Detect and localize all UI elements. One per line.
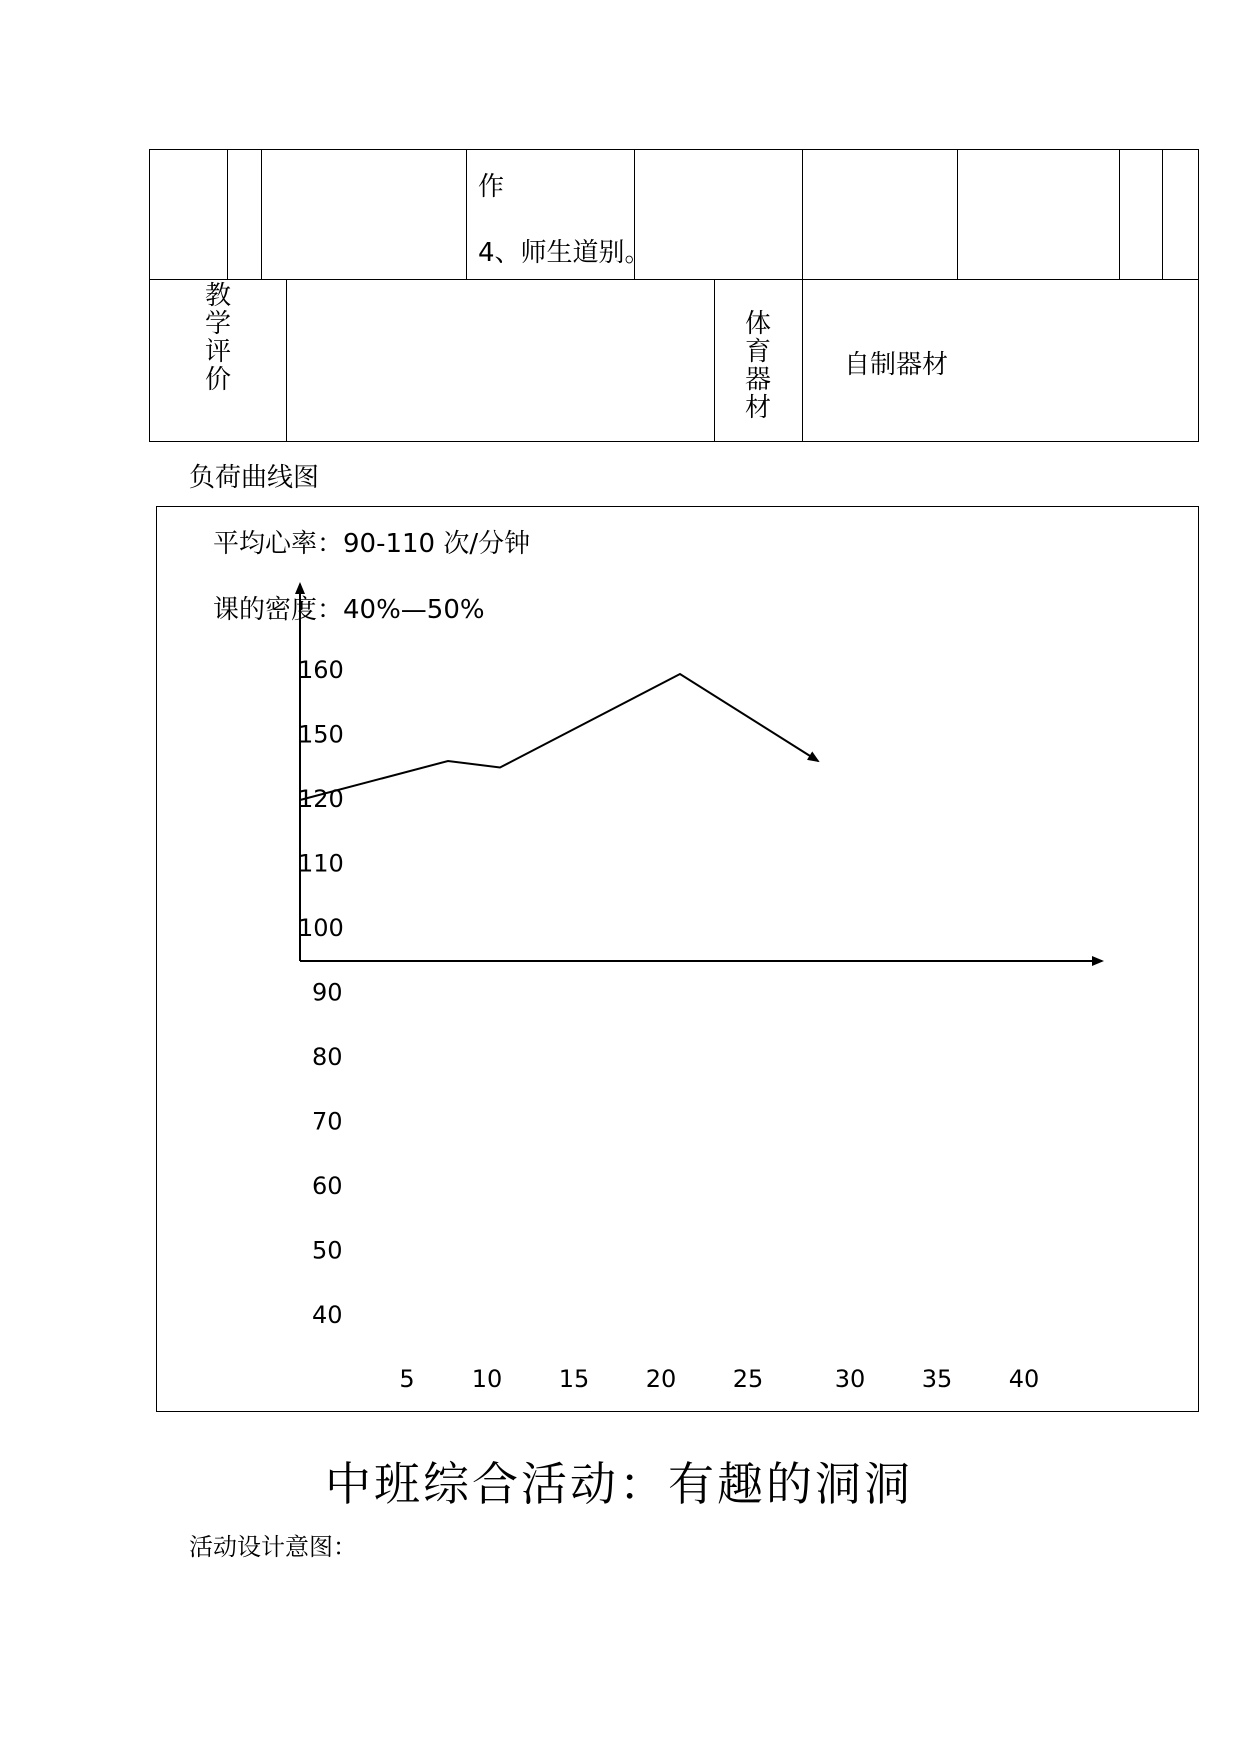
x-tick-label: 35 <box>921 1365 953 1393</box>
activity-intent-label: 活动设计意图： <box>189 1533 357 1561</box>
table-divider <box>286 279 287 442</box>
y-tick-label: 120 <box>298 785 344 813</box>
x-tick-label: 5 <box>399 1365 415 1393</box>
y-tick-label: 160 <box>298 656 344 684</box>
top-table <box>149 149 1199 280</box>
eval-label-char: 评 <box>204 337 231 367</box>
y-tick-label: 40 <box>312 1301 343 1329</box>
chart-note-density: 课的密度：40%—50% <box>213 595 485 625</box>
equipment-value: 自制器材 <box>844 350 949 380</box>
eval-label-char: 学 <box>204 309 231 339</box>
table-divider <box>957 149 958 280</box>
y-tick-label: 150 <box>298 720 344 749</box>
x-tick-label: 40 <box>1008 1365 1040 1393</box>
equipment-label <box>743 310 773 422</box>
table-divider <box>714 279 715 442</box>
eval-label-char: 教 <box>204 281 231 311</box>
y-tick-label: 90 <box>312 978 343 1007</box>
y-tick-label: 70 <box>312 1107 343 1136</box>
table-divider <box>466 149 467 280</box>
table-divider <box>802 279 803 442</box>
y-tick-label: 60 <box>312 1172 343 1200</box>
step-text-2: 4、师生道别。 <box>478 238 651 268</box>
y-tick-label: 100 <box>298 914 344 942</box>
equipment-label-char: 材 <box>744 393 771 423</box>
chart-section-title: 负荷曲线图 <box>189 463 320 493</box>
eval-label-char: 价 <box>204 365 231 395</box>
x-tick-label: 30 <box>834 1365 866 1393</box>
eval-label <box>203 282 233 394</box>
eval-row <box>149 279 1199 442</box>
equipment-label-char: 体 <box>744 309 771 339</box>
chart-frame <box>156 506 1199 1412</box>
x-tick-label: 25 <box>732 1365 764 1393</box>
table-divider <box>227 149 228 280</box>
table-divider <box>1162 149 1163 280</box>
step-text-1: 作 <box>478 172 505 202</box>
chart-note-heart-rate: 平均心率：90-110 次/分钟 <box>213 529 531 559</box>
table-divider <box>802 149 803 280</box>
y-tick-label: 80 <box>312 1043 343 1071</box>
activity-title: 中班综合活动：有趣的洞洞 <box>325 1457 913 1511</box>
table-divider <box>261 149 262 280</box>
equipment-label-char: 器 <box>744 365 771 395</box>
x-tick-label: 10 <box>471 1365 503 1393</box>
table-divider <box>1119 149 1120 280</box>
x-tick-label: 20 <box>645 1365 677 1393</box>
x-tick-label: 15 <box>558 1365 590 1393</box>
equipment-label-char: 育 <box>744 337 771 367</box>
y-tick-label: 50 <box>312 1236 343 1265</box>
y-tick-label: 110 <box>298 849 344 878</box>
